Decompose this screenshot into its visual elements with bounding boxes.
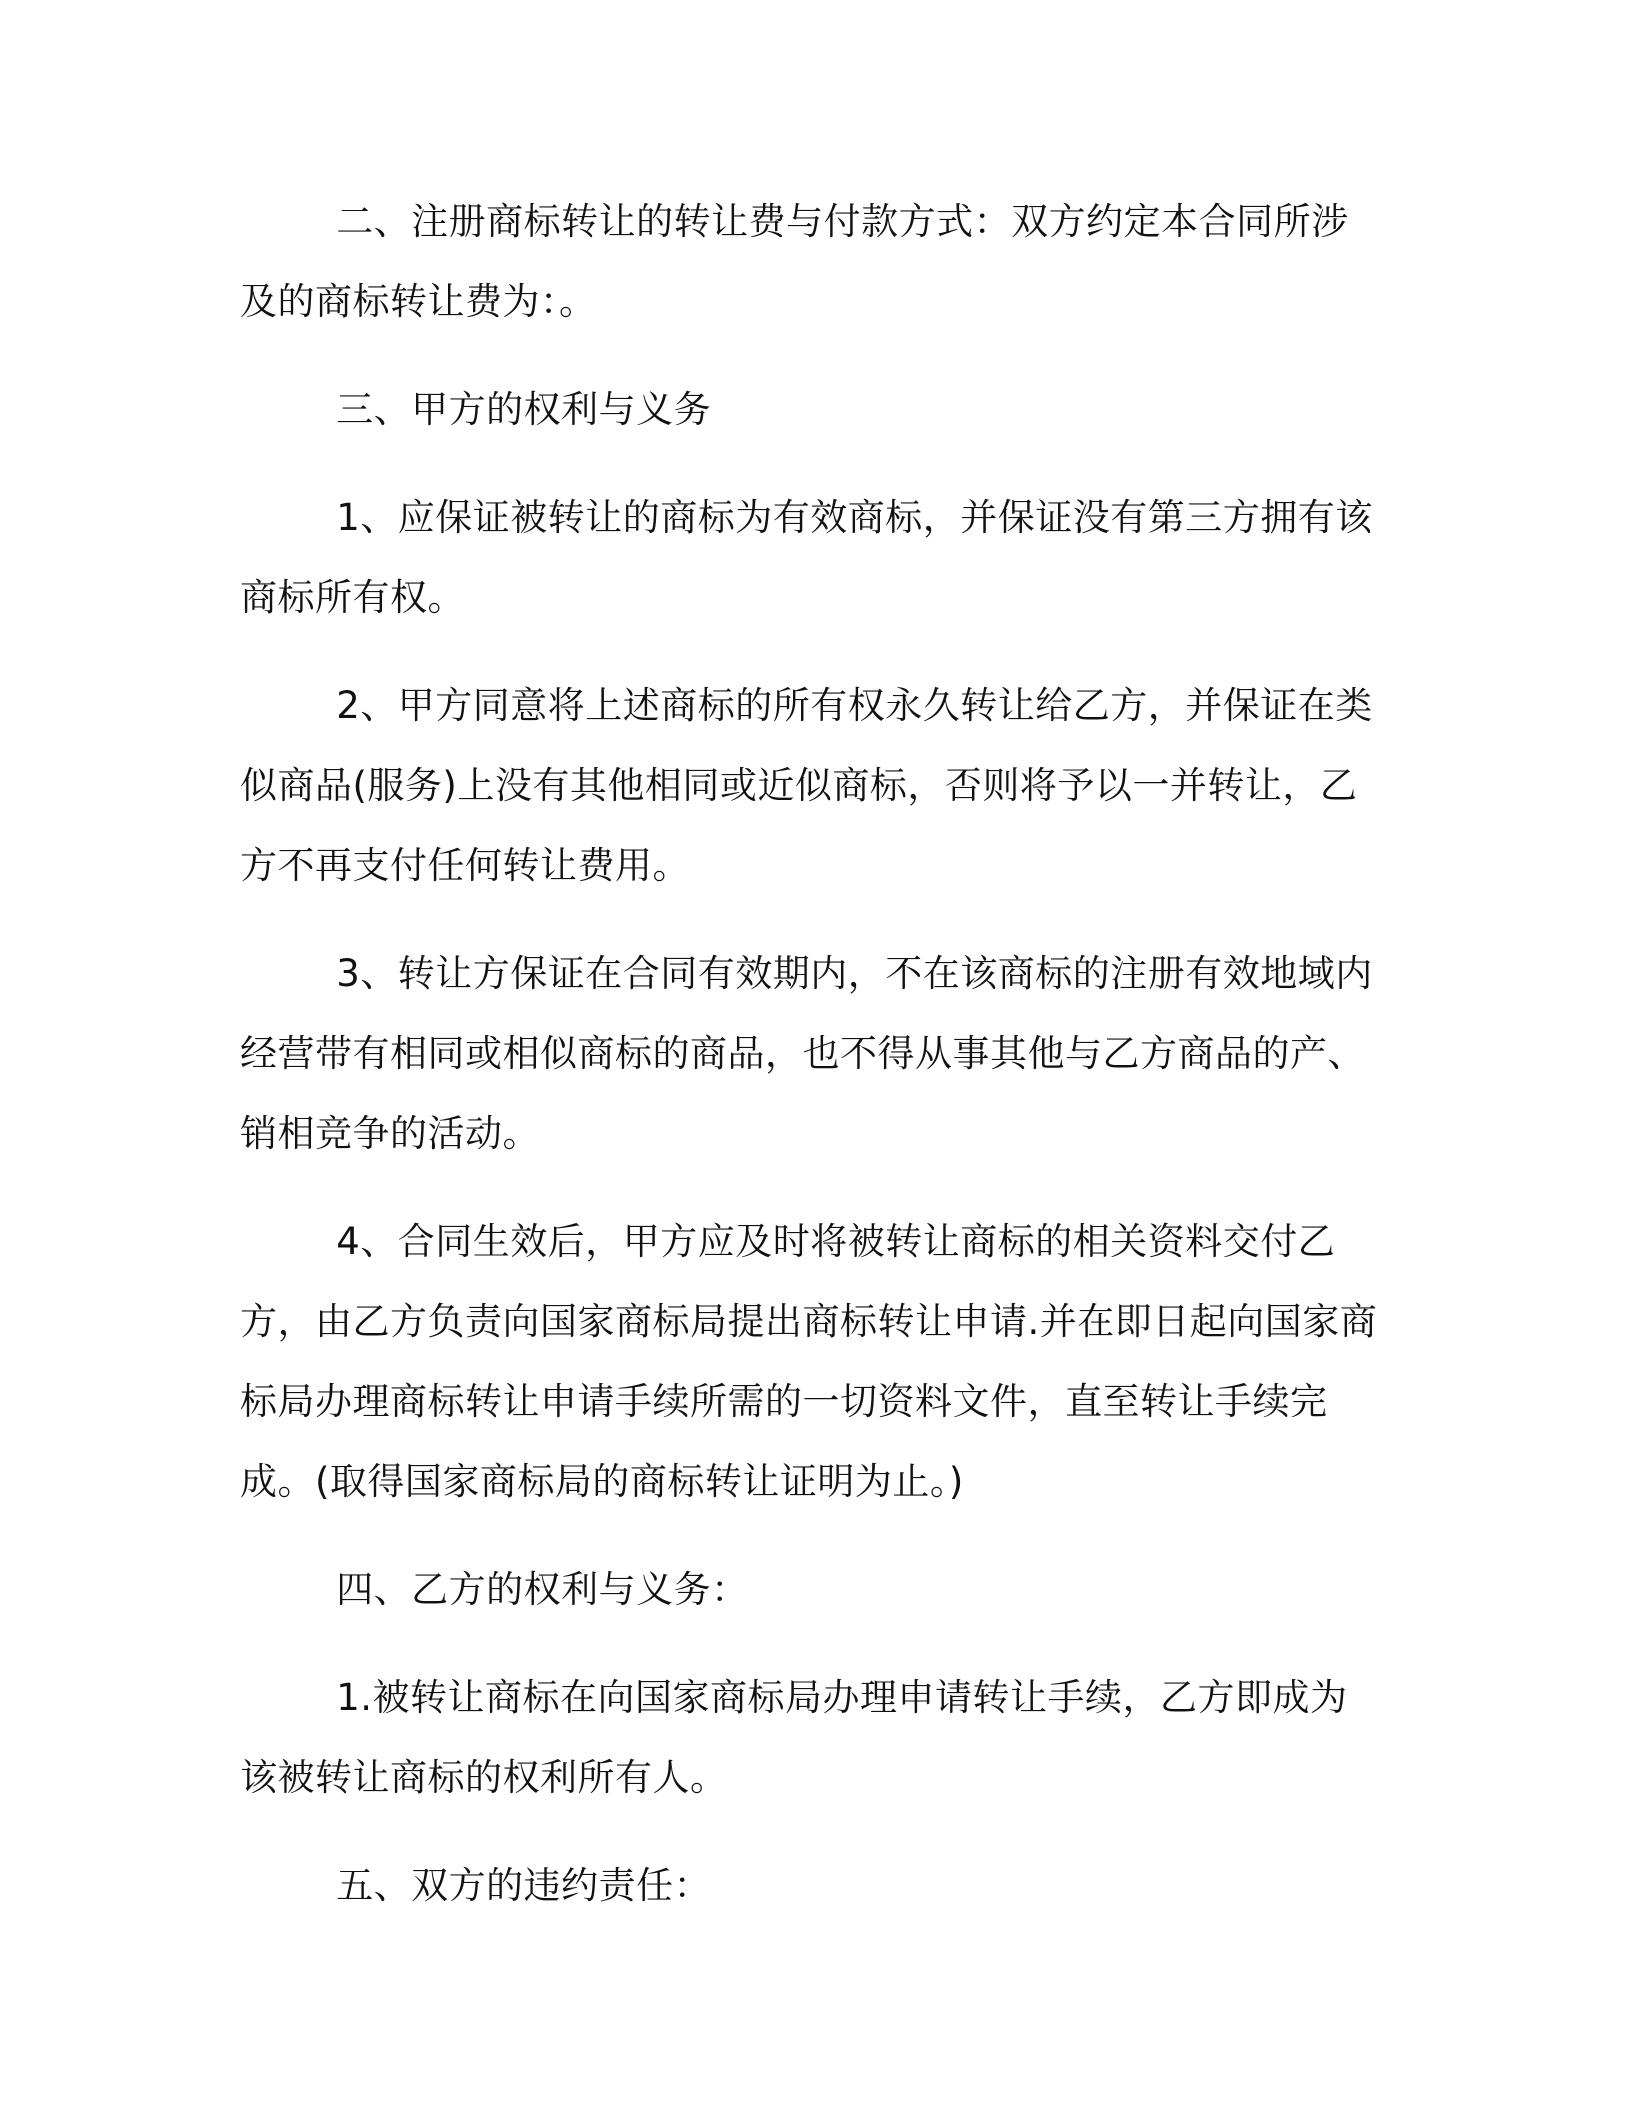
section-5-heading: 五、双方的违约责任： [336,1864,712,1907]
clause-4-1: 1.被转让商标在向国家商标局办理申请转让手续，乙方即成为该被转让商标的权利所有人。 [240,1676,1348,1799]
section-3-heading: 三、甲方的权利与义务 [336,388,712,431]
clause-3-2: 2、甲方同意将上述商标的所有权永久转让给乙方，并保证在类似商品(服务)上没有其他相同或近似商标，否则将予以一并转让，乙方不再支付任何转让费用。 [240,684,1373,887]
clause-3-1: 1、应保证被转让的商标为有效商标，并保证没有第三方拥有该商标所有权。 [240,496,1373,619]
clause-3-3: 3、转让方保证在合同有效期内，不在该商标的注册有效地域内经营带有相同或相似商标的商品，也不得从事其他与乙方商品的产、销相竞争的活动。 [240,952,1373,1155]
clause-2-transfer-fee: 二、注册商标转让的转让费与付款方式：双方约定本合同所涉及的商标转让费为：。 [240,200,1349,323]
section-4-heading: 四、乙方的权利与义务： [336,1568,749,1611]
document-body [240,182,1380,1954]
clause-3-4: 4、合同生效后，甲方应及时将被转让商标的相关资料交付乙方，由乙方负责向国家商标局提出商标转让申请.并在即日起向国家商标局办理商标转让申请手续所需的一切资料文件，直至转让手续完成。(取得国家商标局的商标转让证明为止。) [240,1220,1378,1503]
